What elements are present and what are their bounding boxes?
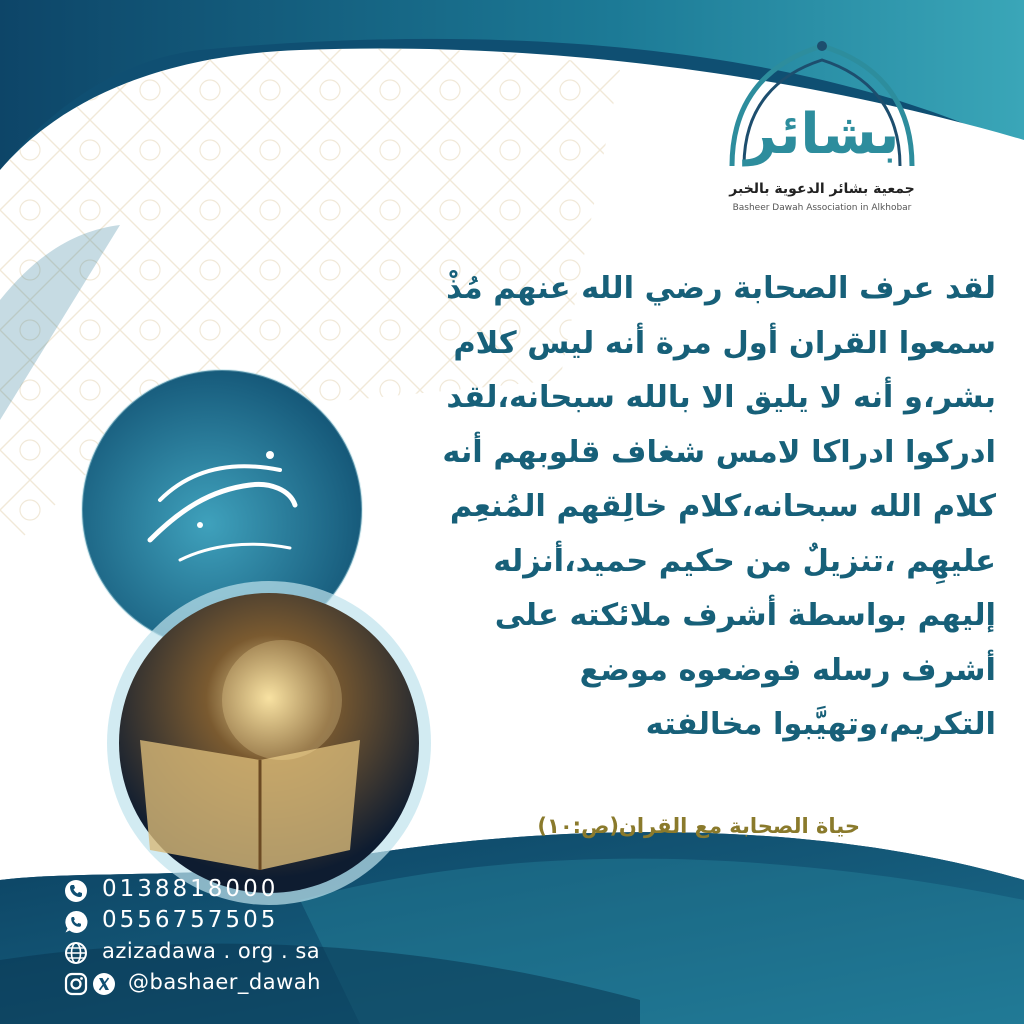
quote-line: عليهِم ،تنزيلٌ من حكيم حميد،أنزله [493,543,996,579]
quote-block [378,262,996,753]
logo-english: Basheer Dawah Association in Alkhobar [732,203,912,213]
calligraphy-logo-icon [120,430,320,580]
phone-icon [64,879,88,903]
quote-line: ادركوا ادراكا لامس شغاف قلوبهم أنه [442,434,996,470]
calligraphy-badge [120,430,320,580]
quote-reference: حياة الصحابة مع القران(ص:١٠) [537,814,860,838]
bashaer-logo [712,36,932,226]
contact-whatsapp[interactable] [64,905,364,936]
quote-line: سمعوا القران أول مرة أنه ليس كلام [453,325,996,361]
quote-line: كلام الله سبحانه،كلام خالِقهم المُنعِم [449,489,996,524]
social-handle: @bashaer_dawah [128,970,321,994]
contact-website[interactable] [64,936,364,967]
quote-line: إليهم بواسطة أشرف ملائكته على [494,598,996,633]
contact-phone[interactable] [64,874,364,905]
x-twitter-icon [92,972,116,996]
contact-social[interactable] [64,967,364,998]
quote-line: لقد عرف الصحابة رضي الله عنهم مُذْ [446,271,996,306]
instagram-icon [64,972,88,996]
whatsapp-number: 0556757505 [102,907,279,933]
website-url: azizadawa . org . sa [102,939,321,963]
contact-list [64,874,364,998]
logo-subtitle: جمعية بشائر الدعوية بالخبر [729,181,915,197]
quote-line: التكريم،وتهيَّبوا مخالفته [645,707,996,742]
logo-wordmark: بشائر [744,102,900,167]
quote-line: بشر،و أنه لا يليق الا بالله سبحانه،لقد [446,380,996,415]
phone-number: 0138818000 [102,876,279,902]
globe-icon [64,941,88,965]
whatsapp-icon [64,910,88,934]
quote-line: أشرف رسله فوضعوه موضع [579,652,996,688]
